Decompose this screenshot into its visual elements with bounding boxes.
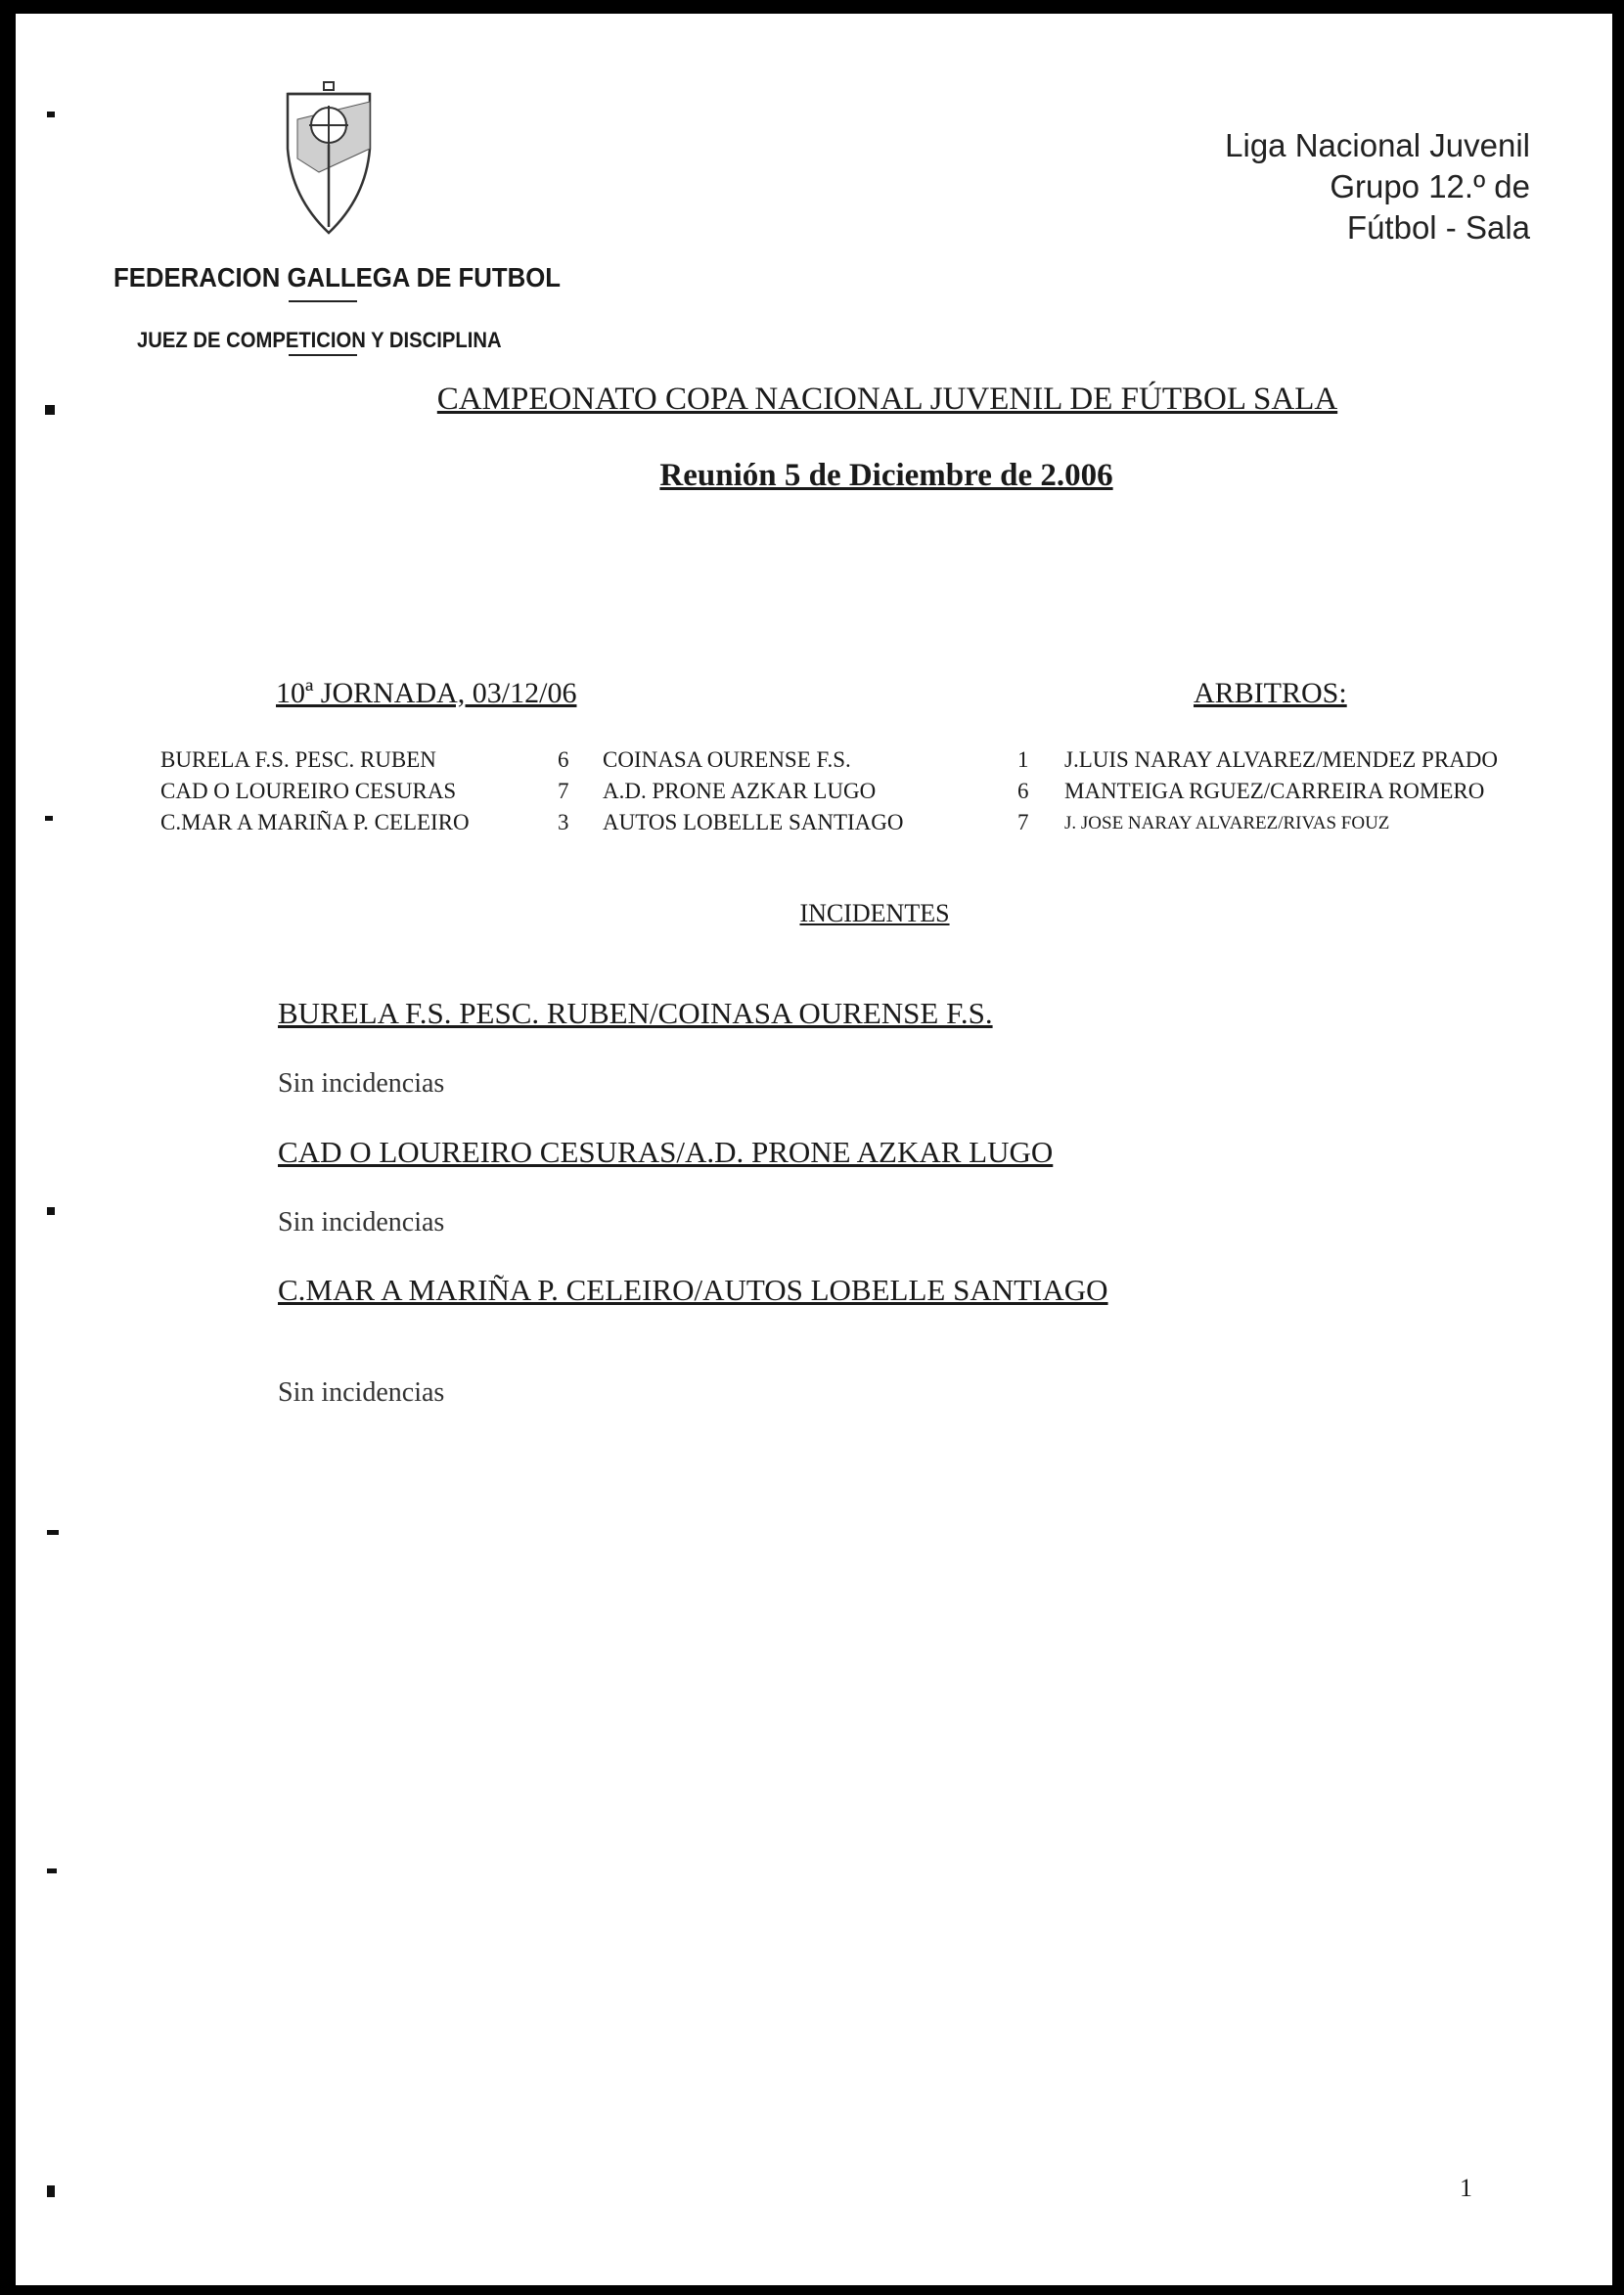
scan-mark <box>45 816 53 821</box>
referees: J.LUIS NARAY ALVAREZ/MENDEZ PRADO <box>1064 747 1499 772</box>
league-line: Liga Nacional Juvenil <box>1225 127 1530 163</box>
away-score: 1 <box>1017 747 1029 772</box>
document-page <box>16 14 1612 2285</box>
referees-label: ARBITROS: <box>1194 677 1347 709</box>
home-team: CAD O LOUREIRO CESURAS <box>160 779 457 803</box>
home-team: C.MAR A MARIÑA P. CELEIRO <box>160 810 470 834</box>
league-info <box>1225 125 1530 248</box>
scan-mark <box>47 1207 55 1215</box>
incidents-heading: INCIDENTES <box>799 899 950 927</box>
away-team: AUTOS LOBELLE SANTIAGO <box>603 810 904 834</box>
referees: J. JOSE NARAY ALVAREZ/RIVAS FOUZ <box>1064 813 1390 833</box>
scan-mark <box>47 1868 57 1873</box>
divider <box>289 300 357 302</box>
scan-mark <box>47 1530 59 1535</box>
incident-match-title: CAD O LOUREIRO CESURAS/A.D. PRONE AZKAR LUGO <box>278 1135 1054 1169</box>
away-score: 6 <box>1017 779 1029 803</box>
home-team: BURELA F.S. PESC. RUBEN <box>160 747 436 772</box>
scan-mark <box>47 112 55 117</box>
scan-mark <box>45 405 55 415</box>
league-line: Grupo 12.º de <box>1330 168 1530 204</box>
league-line: Fútbol - Sala <box>1346 209 1530 246</box>
federation-name: FEDERACION GALLEGA DE FUTBOL <box>113 262 561 292</box>
away-team: A.D. PRONE AZKAR LUGO <box>603 779 877 803</box>
results-row <box>16 810 1612 841</box>
meeting-date: Reunión 5 de Diciembre de 2.006 <box>659 458 1113 493</box>
results-row <box>16 747 1612 779</box>
incident-text: Sin incidencias <box>278 1068 445 1099</box>
away-team: COINASA OURENSE F.S. <box>603 747 851 772</box>
results-row <box>16 779 1612 810</box>
away-score: 7 <box>1017 810 1029 834</box>
home-score: 3 <box>558 810 569 834</box>
round-label: 10ª JORNADA, 03/12/06 <box>276 677 577 709</box>
referees: MANTEIGA RGUEZ/CARREIRA ROMERO <box>1064 779 1485 803</box>
home-score: 7 <box>558 779 569 803</box>
document-title: CAMPEONATO COPA NACIONAL JUVENIL DE FÚTBOL SALA <box>436 382 1338 417</box>
scan-mark <box>47 2185 55 2197</box>
federation-crest-icon <box>280 80 378 237</box>
committee-name: JUEZ DE COMPETICION Y DISCIPLINA <box>137 328 502 352</box>
page-number: 1 <box>1460 2174 1472 2202</box>
incident-match-title: BURELA F.S. PESC. RUBEN/COINASA OURENSE F.S. <box>278 996 993 1030</box>
divider <box>289 354 357 356</box>
home-score: 6 <box>558 747 569 772</box>
incident-text: Sin incidencias <box>278 1377 445 1408</box>
incident-text: Sin incidencias <box>278 1207 445 1238</box>
incident-match-title: C.MAR A MARIÑA P. CELEIRO/AUTOS LOBELLE SANTIAGO <box>278 1273 1108 1307</box>
